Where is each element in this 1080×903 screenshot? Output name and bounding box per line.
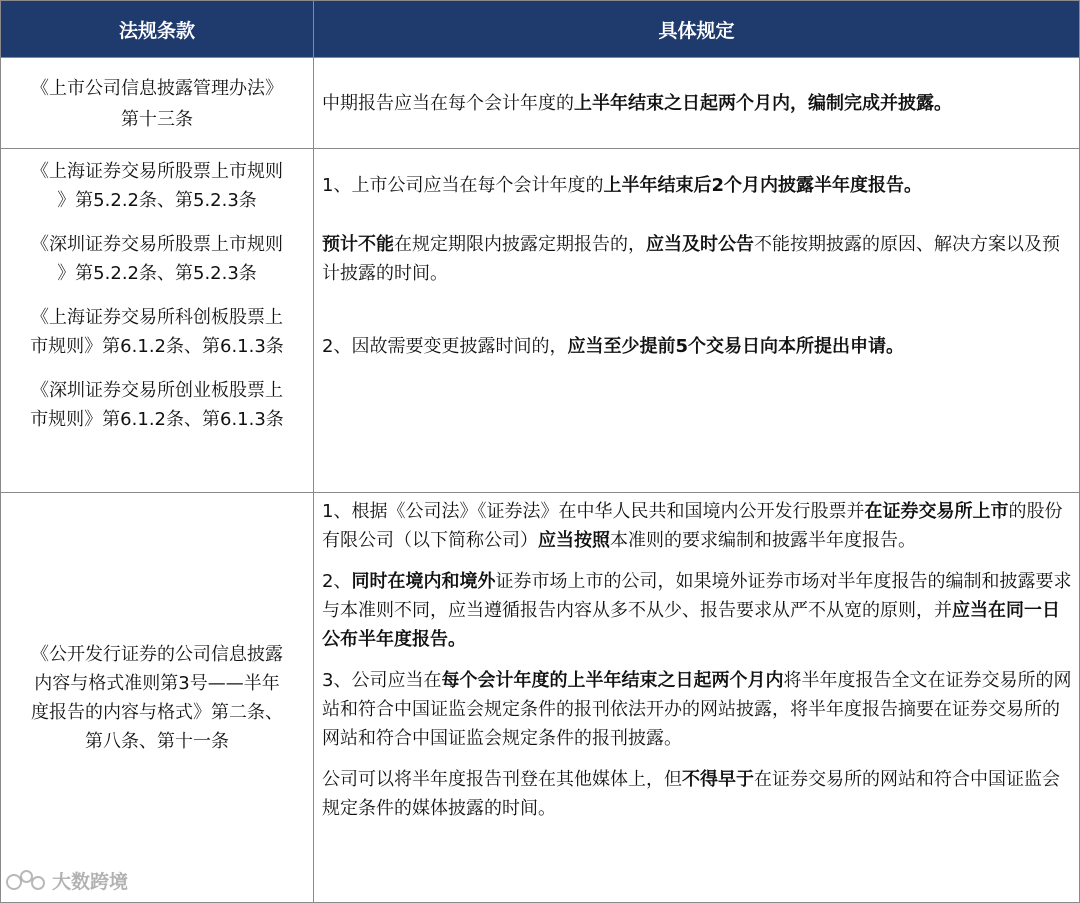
rule-emphasis: 上半年结束之日起两个月内，编制完成并披露。 bbox=[574, 92, 952, 114]
rule-emphasis: 应当至少提前5个交易日向本所提出申请。 bbox=[567, 336, 904, 357]
rule-cell bbox=[314, 149, 1080, 493]
law-text: 第八条、第十一条 bbox=[85, 730, 229, 752]
law-text: 第十三条 bbox=[121, 109, 193, 130]
watermark-text: 大数跨境 bbox=[52, 871, 129, 893]
rule-emphasis: 应当在同一日公布半年度报告。 bbox=[322, 600, 1060, 650]
law-cell bbox=[1, 58, 314, 149]
rule-text: 3、公司应当在 bbox=[322, 670, 442, 691]
rule-text: 1、上市公司应当在每个会计年度的 bbox=[322, 175, 604, 196]
rule-text: 的股份有限公司（以下简称公司） bbox=[322, 501, 1063, 551]
rule-paragraph bbox=[322, 666, 1073, 753]
law-cell bbox=[1, 493, 314, 903]
rule-paragraph bbox=[322, 765, 1073, 823]
law-text: 》第5.2.2条、第5.2.3条 bbox=[57, 263, 257, 284]
law-text: 《深圳证券交易所股票上市规则 bbox=[31, 234, 283, 255]
table-row bbox=[1, 149, 1080, 493]
law-text: 《上海证券交易所科创板股票上 bbox=[31, 307, 283, 328]
rule-paragraph bbox=[322, 230, 1073, 288]
rule-emphasis: 上半年结束后2个月内披露半年度报告。 bbox=[603, 175, 922, 196]
rule-emphasis: 在证券交易所上市 bbox=[864, 501, 1009, 522]
rule-emphasis: 应当及时公告 bbox=[646, 234, 754, 255]
rule-text: 中期报告应当在每个会计年度的 bbox=[322, 92, 574, 114]
law-cell bbox=[1, 149, 314, 493]
rule-paragraph bbox=[322, 497, 1073, 555]
law-text: 度报告的内容与格式》第二条、 bbox=[31, 701, 283, 723]
law-text: 《公开发行证券的公司信息披露 bbox=[31, 643, 283, 665]
rule-emphasis: 不得早于 bbox=[682, 769, 754, 790]
rule-text: 2、 bbox=[322, 571, 352, 592]
header-specific-rules: 具体规定 bbox=[314, 1, 1080, 58]
rule-text: 1、根据《公司法》《证券法》在中华人民共和国境内公开发行股票并 bbox=[322, 501, 865, 522]
rule-text: 在规定期限内披露定期报告的， bbox=[394, 234, 646, 255]
rule-cell bbox=[314, 493, 1080, 903]
watermark bbox=[6, 867, 128, 894]
rule-text: 在证券交易所的网站和符合中国证监会规定条件的媒体披露的时间。 bbox=[322, 769, 1060, 819]
law-text: 》第5.2.2条、第5.2.3条 bbox=[57, 190, 257, 211]
rule-text: 将半年度报告全文在证券交易所的网站和符合中国证监会规定条件的报刊依法开办的网站披露，将半年度报告摘要在证券交易所的网站和符合中国证监会规定条件的报刊披露。 bbox=[322, 670, 1072, 749]
law-text: 市规则》第6.1.2条、第6.1.3条 bbox=[30, 336, 284, 357]
rule-paragraph bbox=[322, 332, 1073, 361]
law-text: 《上海证券交易所股票上市规则 bbox=[31, 161, 283, 182]
rule-emphasis: 预计不能 bbox=[322, 234, 394, 255]
rule-emphasis: 应当按照 bbox=[538, 530, 610, 551]
rule-emphasis: 每个会计年度的上半年结束之日起两个月内 bbox=[441, 670, 784, 691]
law-text: 《深圳证券交易所创业板股票上 bbox=[31, 380, 283, 401]
rule-cell bbox=[314, 58, 1080, 149]
rule-paragraph bbox=[322, 567, 1073, 654]
law-text: 内容与格式准则第3号——半年 bbox=[34, 672, 280, 694]
law-text: 《上市公司信息披露管理办法》 bbox=[31, 78, 283, 99]
rule-text: 公司可以将半年度报告刊登在其他媒体上，但 bbox=[322, 769, 682, 790]
rule-emphasis: 同时在境内和境外 bbox=[351, 571, 496, 592]
law-text: 市规则》第6.1.2条、第6.1.3条 bbox=[30, 409, 284, 430]
watermark-logo-icon bbox=[6, 870, 46, 892]
rule-text: 2、因故需要变更披露时间的， bbox=[322, 336, 568, 357]
table-row bbox=[1, 493, 1080, 903]
rule-text: 不能按期披露的原因、解决方案以及预计披露的时间。 bbox=[322, 234, 1060, 284]
rule-text: 本准则的要求编制和披露半年度报告。 bbox=[610, 530, 916, 551]
table-row bbox=[1, 58, 1080, 149]
rule-paragraph bbox=[322, 89, 1073, 118]
header-law-clause: 法规条款 bbox=[1, 1, 314, 58]
rule-paragraph bbox=[322, 171, 1073, 200]
rule-text: 证券市场上市的公司，如果境外证券市场对半年度报告的编制和披露要求与本准则不同，应当遵循报告内容从多不从少、报告要求从严不从宽的原则，并 bbox=[322, 571, 1072, 621]
